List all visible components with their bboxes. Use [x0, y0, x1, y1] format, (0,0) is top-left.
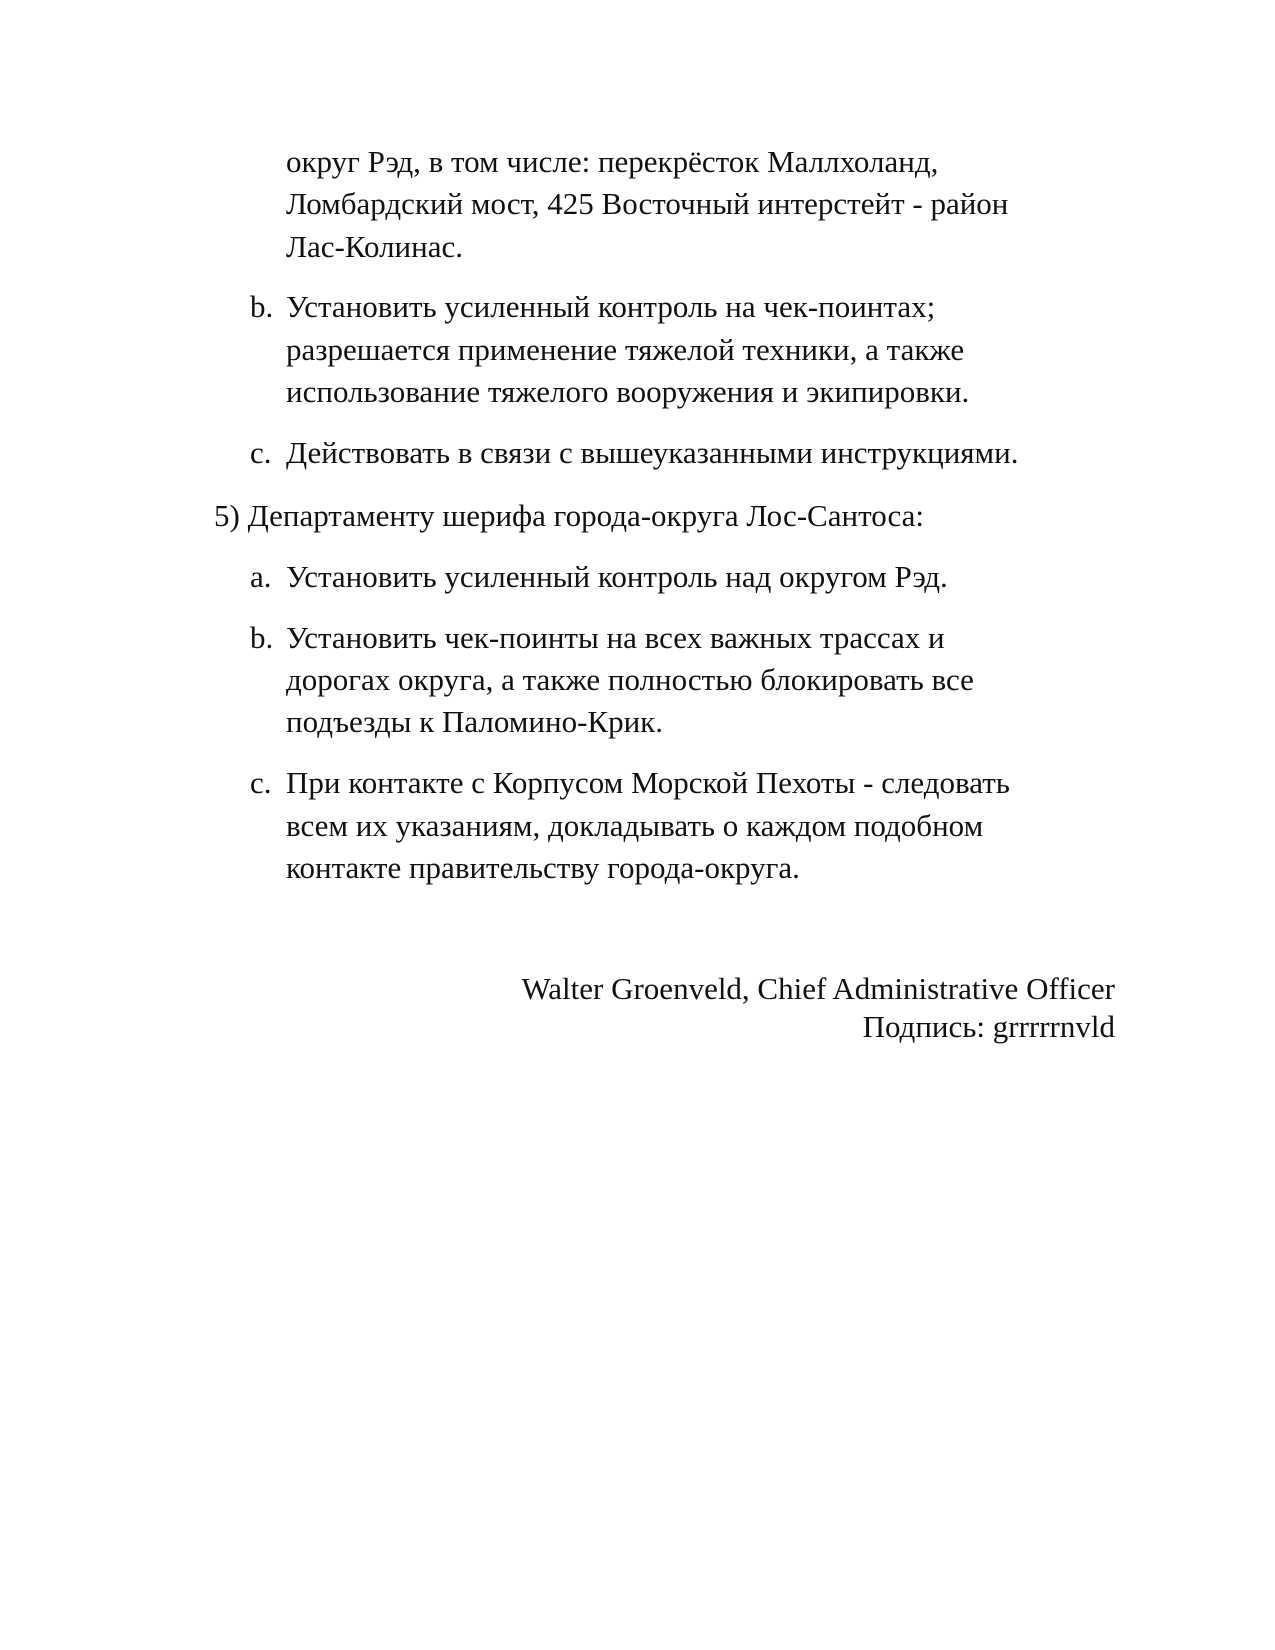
list-marker-5b: b. — [250, 620, 274, 655]
item-5c-line-2: всем их указаниям, докладывать о каждом подобном — [286, 808, 984, 843]
item-5b-line-1: Установить чек-поинты на всех важных трассах и — [286, 620, 945, 655]
item-5b-line-3: подъезды к Паломино-Крик. — [286, 704, 663, 739]
item-4b-line-2: разрешается применение тяжелой техники, а также — [286, 332, 965, 367]
continuation-line-1: округ Рэд, в том числе: перекрёсток Маллхоланд, — [286, 144, 939, 179]
list-marker-4b: b. — [250, 289, 274, 324]
item-5c-line-3: контакте правительству города-округа. — [286, 850, 800, 885]
continuation-line-3: Лас-Колинас. — [286, 229, 464, 264]
continuation-line-2: Ломбардский мост, 425 Восточный интерстейт - район — [286, 186, 1009, 221]
list-marker-4c: c. — [250, 435, 272, 470]
item-4c-line-1: Действовать в связи с вышеуказанными инструкциями. — [286, 435, 1019, 470]
item-5a-line-1: Установить усиленный контроль над округом Рэд. — [286, 559, 948, 594]
item-5b-line-2: дорогах округа, а также полностью блокировать все — [286, 662, 974, 697]
signature-line: Подпись: grrrrrnvld — [862, 1009, 1115, 1044]
item-4b-line-1: Установить усиленный контроль на чек-поинтах; — [286, 289, 936, 324]
signatory-name-title: Walter Groenveld, Chief Administrative Officer — [521, 971, 1115, 1006]
item-4b-line-3: использование тяжелого вооружения и экипировки. — [286, 374, 970, 409]
section-5-heading: 5) Департаменту шерифа города-округа Лос-Сантоса: — [214, 498, 924, 533]
list-marker-5a: a. — [250, 559, 272, 594]
list-marker-5c: c. — [250, 765, 272, 800]
item-5c-line-1: При контакте с Корпусом Морской Пехоты - следовать — [286, 765, 1010, 800]
